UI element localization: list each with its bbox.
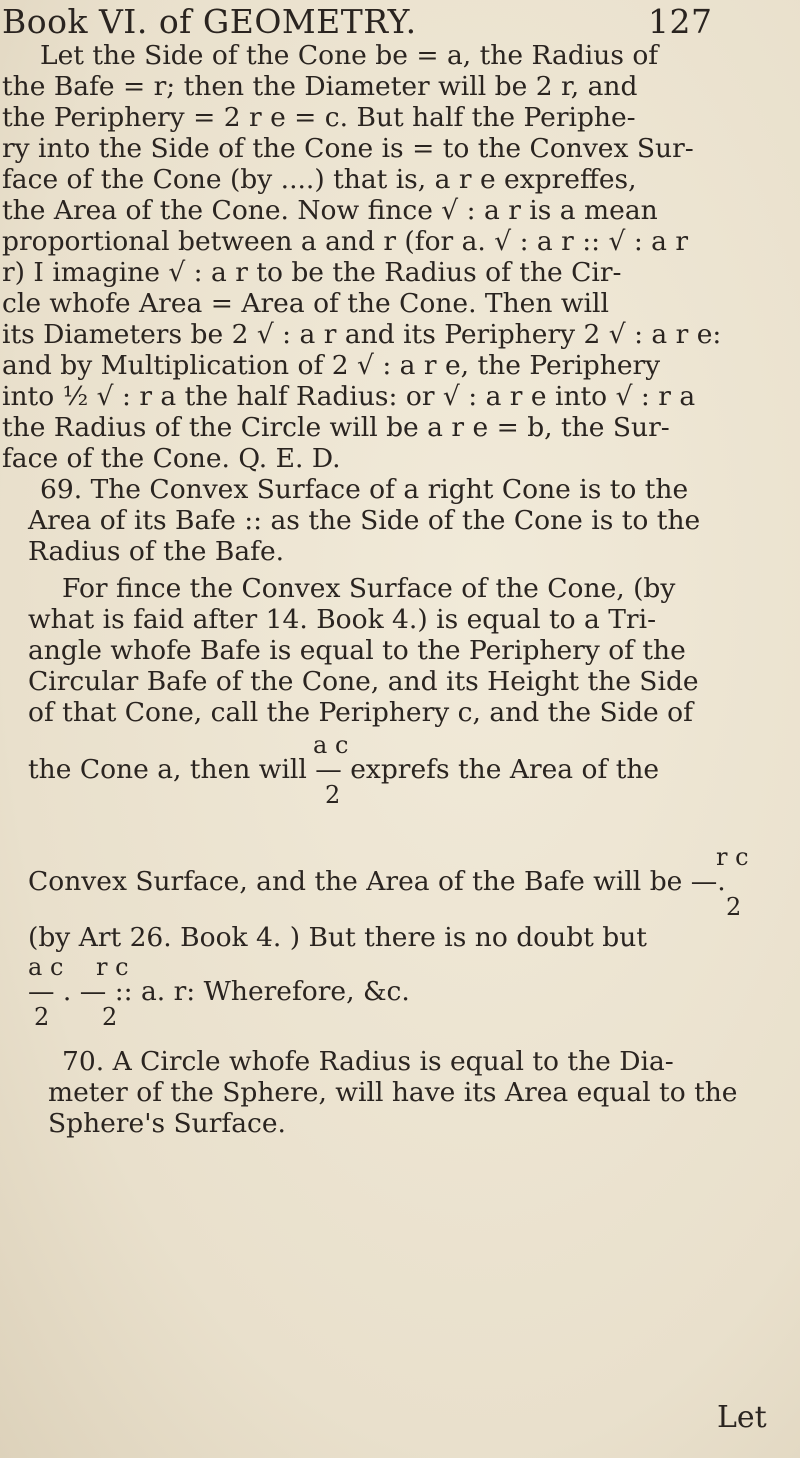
text-line: Convex Surface, and the Area of the Bafe will be —. (28, 866, 726, 897)
text-line: Let the Side of the Cone be = a, the Radius of (40, 40, 659, 71)
text-line: — . — :: a. r: Wherefore, &c. (28, 976, 410, 1007)
text-line: meter of the Sphere, will have its Area equal to the (48, 1077, 738, 1108)
text-line: angle whofe Bafe is equal to the Periphery of the (28, 635, 686, 666)
text-line: proportional between a and r (for a. √ : a r :: √ : a r (2, 226, 689, 257)
fraction-denominator: 2 (34, 1003, 50, 1031)
text-line: and by Multiplication of 2 √ : a r e, the Periphery (2, 350, 661, 381)
text-line: (by Art 26. Book 4. ) But there is no doubt but (28, 922, 647, 953)
text-line: the Bafe = r; then the Diameter will be 2 r, and (2, 71, 638, 102)
text-line: Circular Bafe of the Cone, and its Height the Side (28, 666, 699, 697)
fraction-numerator: r c (96, 953, 129, 981)
text-line: the Radius of the Circle will be a r e = b, the Sur- (2, 412, 670, 443)
fraction-numerator: r c (716, 843, 749, 871)
text-line: ry into the Side of the Cone is = to the Convex Sur- (2, 133, 694, 164)
text-line: the Area of the Cone. Now fince √ : a r is a mean (2, 195, 658, 226)
page-number: 127 (648, 2, 713, 41)
text-line: what is faid after 14. Book 4.) is equal to a Tri- (28, 604, 657, 635)
fraction-denominator: 2 (102, 1003, 118, 1031)
fraction-numerator: a c (313, 731, 349, 759)
fraction-denominator: 2 (726, 893, 742, 921)
text-line: face of the Cone. Q. E. D. (2, 443, 341, 474)
text-line: the Periphery = 2 r e = c. But half the Periphe- (2, 102, 636, 133)
text-line: of that Cone, call the Periphery c, and the Side of (28, 697, 693, 728)
text-line: Radius of the Bafe. (28, 536, 285, 567)
text-line: Area of its Bafe :: as the Side of the Cone is to the (28, 505, 701, 536)
text-line: r) I imagine √ : a r to be the Radius of the Cir- (2, 257, 622, 288)
text-line: its Diameters be 2 √ : a r and its Periphery 2 √ : a r e: (2, 319, 722, 350)
catchword: Let (717, 1400, 767, 1435)
text-line: the Cone a, then will — exprefs the Area of the (28, 754, 660, 785)
fraction-numerator: a c (28, 953, 64, 981)
text-line: Sphere's Surface. (48, 1108, 286, 1139)
text-line: 70. A Circle whofe Radius is equal to the Dia- (62, 1046, 674, 1077)
text-line: into ½ √ : r a the half Radius: or √ : a r e into √ : r a (2, 381, 696, 412)
text-line: For fince the Convex Surface of the Cone, (by (62, 573, 676, 604)
running-title: Book VI. of GEOMETRY. (2, 2, 417, 41)
text-line: face of the Cone (by ....) that is, a r e expreffes, (2, 164, 637, 195)
fraction-denominator: 2 (325, 781, 341, 809)
text-line: 69. The Convex Surface of a right Cone is to the (40, 474, 689, 505)
text-line: cle whofe Area = Area of the Cone. Then will (2, 288, 609, 319)
